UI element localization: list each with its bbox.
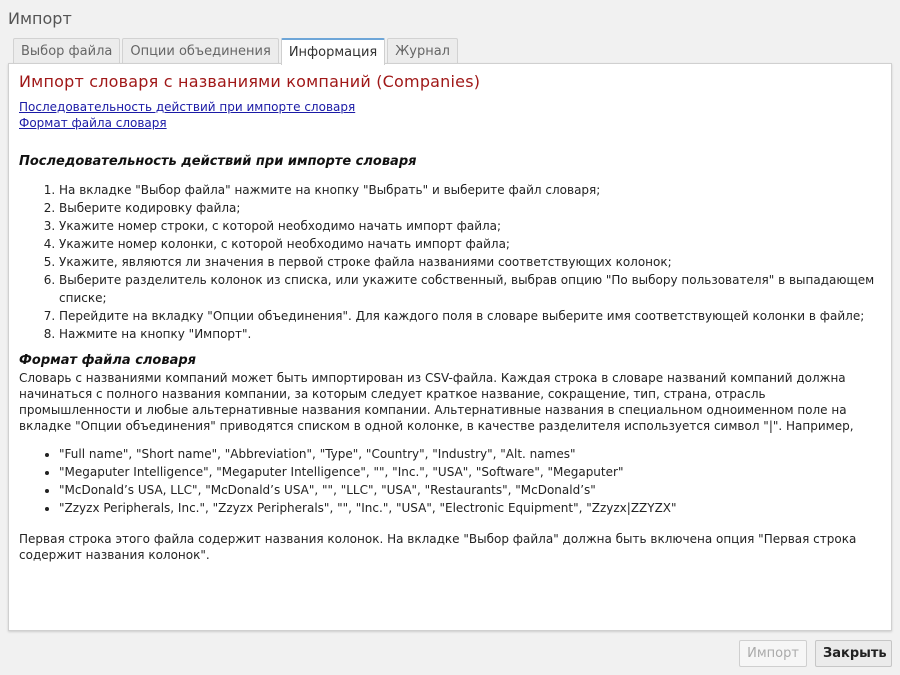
dialog-footer bbox=[739, 640, 892, 667]
list-item: 8. Нажмите на кнопку "Импорт". bbox=[59, 325, 881, 343]
section-heading-sequence: Последовательность действий при импорте словаря bbox=[19, 154, 417, 169]
info-panel bbox=[8, 63, 892, 631]
section-heading-format: Формат файла словаря bbox=[19, 353, 196, 368]
tab-information[interactable]: Информация bbox=[281, 38, 385, 65]
list-item: 4. Укажите номер колонки, с которой необходимо начать импорт файла; bbox=[59, 235, 881, 253]
import-button[interactable]: Импорт bbox=[739, 640, 807, 667]
close-button[interactable]: Закрыть bbox=[815, 640, 892, 667]
format-description: Словарь с названиями компаний может быть импортирован из CSV-файла. Каждая строка в словаре названий компаний должна начинаться с полного названия компании, за которым следует краткое название, сокращение, тип, страна, отрасль промышленности и любые альтернативные названия компании. Альтернативные названия в специальном одноименном поле на вкладке "Опции объединения" приводятся списком в одной колонке, в качестве разделителя используется символ "|". Например, bbox=[19, 371, 854, 433]
tab-bar bbox=[13, 38, 460, 64]
list-item: • "Megaputer Intelligence", "Megaputer Intelligence", "", "Inc.", "USA", "Software", "Megaputer" bbox=[59, 463, 881, 481]
tab-log[interactable]: Журнал bbox=[387, 38, 458, 63]
format-note: Первая строка этого файла содержит названия колонок. На вкладке "Выбор файла" должна быть включена опция "Первая строка содержит названия колонок". bbox=[19, 532, 857, 562]
list-item: 6. Выберите разделитель колонок из списка, или укажите собственный, выбрав опцию "По выбору пользователя" в выпадающем списке; bbox=[59, 271, 881, 307]
table-of-contents bbox=[19, 99, 881, 131]
list-item: 1. На вкладке "Выбор файла" нажмите на кнопку "Выбрать" и выберите файл словаря; bbox=[59, 181, 881, 199]
steps-list bbox=[19, 181, 881, 343]
list-item: 7. Перейдите на вкладку "Опции объединения". Для каждого поля в словаре выберите имя соответствующей колонки в файле; bbox=[59, 307, 881, 325]
info-content bbox=[9, 64, 891, 563]
toc-link-sequence[interactable]: Последовательность действий при импорте словаря bbox=[19, 100, 356, 114]
tab-file-selection[interactable]: Выбор файла bbox=[13, 38, 120, 63]
list-item: • "Full name", "Short name", "Abbreviation", "Type", "Country", "Industry", "Alt. names" bbox=[59, 445, 881, 463]
list-item: • "Zzyzx Peripherals, Inc.", "Zzyzx Peripherals", "", "Inc.", "USA", "Electronic Equipment", "Zzyzx|ZZYZX" bbox=[59, 499, 881, 517]
examples-list bbox=[19, 445, 881, 517]
list-item: 2. Выберите кодировку файла; bbox=[59, 199, 881, 217]
toc-link-format[interactable]: Формат файла словаря bbox=[19, 116, 167, 130]
dialog-title: Импорт bbox=[8, 9, 72, 28]
doc-title: Импорт словаря с названиями компаний (Companies) bbox=[19, 72, 481, 91]
list-item: • "McDonald’s USA, LLC", "McDonald’s USA", "", "LLC", "USA", "Restaurants", "McDonald’s" bbox=[59, 481, 881, 499]
tab-merge-options[interactable]: Опции объединения bbox=[122, 38, 278, 63]
list-item: 3. Укажите номер строки, с которой необходимо начать импорт файла; bbox=[59, 217, 881, 235]
list-item: 5. Укажите, являются ли значения в первой строке файла названиями соответствующих колонок; bbox=[59, 253, 881, 271]
